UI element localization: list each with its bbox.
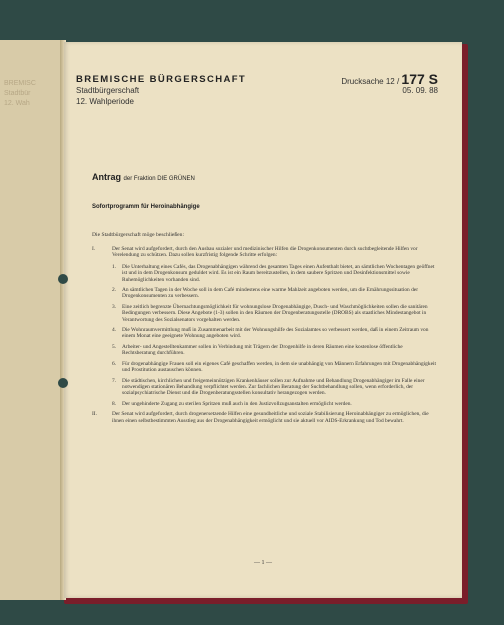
list-item xyxy=(112,361,437,374)
item-text: Arbeiter- und Angestelltenkammer sollen in Verbindung mit Trägern der Drogenhilfe in deren Räumen eine kostenlose öffentliche Rechtsberatung durchführen. xyxy=(122,343,403,357)
organization-name: BREMISCHE BÜRGERSCHAFT xyxy=(76,74,247,85)
item-text: Die städtischen, kirchlichen und freigemeinnützigen Krankenhäuser sollen zur Aufnahme und Behandlung Drogenabhängiger im Falle einer notwendigen stationären Behandlung verpflichtet werden. Zur fachlichen Beratung der Suchtbehandlung sollen, wenn erforderlich, der sozialpsychiatrische Dienst und die Drogenberatungsstellen konsultativ herangezogen werden. xyxy=(122,377,425,397)
previous-page-edge xyxy=(0,40,62,600)
item-text: Der ungehinderte Zugang zu sterilen Spritzen muß auch in den Justizvollzugsanstalten ermöglicht werden. xyxy=(122,400,352,407)
drucksache-ref xyxy=(341,71,438,87)
item-text: Für drogenabhängige Frauen soll ein eigenes Café geschaffen werden, in dem sie unabhängig von Männern Erfahrungen mit Drogenabhängigkeit und Prostitution austauschen können. xyxy=(122,360,436,374)
antrag-by: der Fraktion DIE GRÜNEN xyxy=(123,176,195,182)
page-number: — 1 — xyxy=(254,560,272,566)
intro-text: Die Stadtbürgerschaft möge beschließen: xyxy=(92,232,185,238)
ghost-text: 12. Wah xyxy=(4,100,30,107)
section-number: II. xyxy=(92,411,97,418)
antrag-title: Antrag xyxy=(92,172,121,182)
item-text: Die Wohnraumvermittlung muß in Zusammenarbeit mit der Wohnungshilfe des Sozialamtes so verbessert werden, daß in einem Zeitraum von einem Monat eine geeignete Wohnung angeboten wird. xyxy=(122,327,429,340)
ghost-text: BREMISC xyxy=(4,80,36,87)
item-text: Die Unterhaltung eines Cafés, das Drogenabhängigen während des gesamten Tages einen Aufenthalt bietet, an sämtlichen Wochentagen geöffnet ist und in dem Drogenkonsum geduldet wird. Es ist ein Raum bereitzustellen, in dem saubere Spritzen und Desinfektionsmittel sowie Ruhemöglichkeiten vorhanden sind. xyxy=(122,263,435,283)
antrag-heading xyxy=(92,172,195,182)
document-page xyxy=(64,42,462,598)
subject-line: Sofortprogramm für Heroinabhängige xyxy=(92,204,200,210)
item-text: Eine zeitlich begrenzte Übernachtungsmöglichkeit für wohnungslose Drogenabhängige, Dusch- und Waschmöglichkeiten sollen die sanitären Bedingungen verbessern. Diese Angebote (1-3) sollen in den Räumen der Drogenberatungsstelle (DROBS) als staatliches Mindestangebot in Verantwortung des Sozialsenators vorgehalten werden. xyxy=(122,303,428,323)
section xyxy=(92,411,437,424)
drucksache-label: Drucksache 12 / xyxy=(341,77,400,86)
item-number: 2. xyxy=(112,287,117,294)
item-number: 6. xyxy=(112,360,117,367)
section-text: Der Senat wird aufgefordert, durch drogenersetzende Hilfen eine gesundheitliche und soziale Stabilisierung Heroinabhängiger zu ermöglichen, die ihnen einen selbstbestimmten Ausstieg aus der Drogenabhängigkeit ermöglicht und sie aktuell vor AIDS-Erkrankung und Tod bewahrt. xyxy=(112,411,429,424)
item-number: 8. xyxy=(112,400,117,407)
section-number: I. xyxy=(92,246,96,252)
punch-hole xyxy=(58,378,68,388)
item-number: 3. xyxy=(112,303,117,310)
section xyxy=(92,246,437,259)
list-item xyxy=(112,327,437,340)
document-date: 05. 09. 88 xyxy=(402,86,438,95)
punch-hole xyxy=(58,274,68,284)
list-item xyxy=(112,401,437,407)
item-number: 1. xyxy=(112,263,117,270)
item-number: 5. xyxy=(112,343,117,350)
list-item xyxy=(112,287,437,300)
item-number: 4. xyxy=(112,327,117,334)
ghost-text: Stadtbür xyxy=(4,90,31,97)
list-item xyxy=(112,344,437,357)
item-number: 7. xyxy=(112,377,117,384)
drucksache-number: 177 S xyxy=(401,71,438,87)
legislative-period: 12. Wahlperiode xyxy=(76,97,134,106)
document-body xyxy=(92,246,437,429)
section-text: Der Senat wird aufgefordert, durch den Ausbau sozialer und medizinischer Hilfen die Drogenkonsumenten durch suchtbegleitende Hilfen vor Verelendung zu schützen. Dazu sollen kurzfristig folgende Schritte erfolgen: xyxy=(112,246,418,259)
list-item xyxy=(112,304,437,323)
list-item xyxy=(112,378,437,397)
item-text: An sämtlichen Tagen in der Woche soll in dem Café mindestens eine warme Mahlzeit angeboten werden, um die Ernährungssituation der Drogenkonsumenten zu verbessern. xyxy=(122,287,418,300)
chamber-name: Stadtbürgerschaft xyxy=(76,86,140,95)
list-item xyxy=(112,264,437,283)
